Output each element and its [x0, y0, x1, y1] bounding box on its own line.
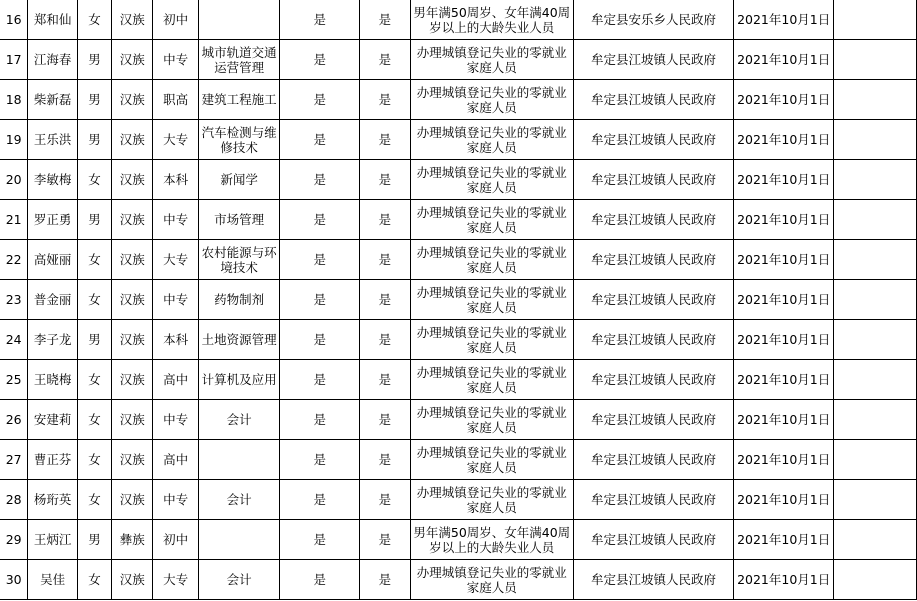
cell-flag-b: 是: [360, 40, 411, 80]
cell-flag-b: 是: [360, 520, 411, 560]
cell-ethnicity: 汉族: [112, 320, 153, 360]
cell-category: 办理城镇登记失业的零就业家庭人员: [410, 40, 573, 80]
cell-flag-a: 是: [280, 320, 360, 360]
cell-blank: [834, 480, 917, 520]
cell-organization: 牟定县江坡镇人民政府: [573, 520, 733, 560]
cell-category: 办理城镇登记失业的零就业家庭人员: [410, 240, 573, 280]
cell-ethnicity: 汉族: [112, 440, 153, 480]
cell-organization: 牟定县江坡镇人民政府: [573, 80, 733, 120]
cell-name: 柴新磊: [28, 80, 78, 120]
cell-name: 高娅丽: [28, 240, 78, 280]
cell-category: 办理城镇登记失业的零就业家庭人员: [410, 80, 573, 120]
cell-education: 本科: [153, 160, 198, 200]
cell-flag-b: 是: [360, 0, 411, 40]
cell-flag-b: 是: [360, 360, 411, 400]
cell-category: 办理城镇登记失业的零就业家庭人员: [410, 560, 573, 600]
cell-name: 李子龙: [28, 320, 78, 360]
cell-index: 16: [0, 0, 28, 40]
cell-index: 21: [0, 200, 28, 240]
table-row: [0, 480, 917, 520]
cell-organization: 牟定县江坡镇人民政府: [573, 200, 733, 240]
cell-major: 土地资源管理: [198, 320, 280, 360]
cell-category: 办理城镇登记失业的零就业家庭人员: [410, 280, 573, 320]
cell-index: 25: [0, 360, 28, 400]
cell-organization: 牟定县江坡镇人民政府: [573, 120, 733, 160]
table-row: [0, 200, 917, 240]
cell-index: 28: [0, 480, 28, 520]
cell-index: 17: [0, 40, 28, 80]
cell-ethnicity: 汉族: [112, 0, 153, 40]
cell-major: 药物制剂: [198, 280, 280, 320]
cell-education: 大专: [153, 240, 198, 280]
cell-flag-a: 是: [280, 560, 360, 600]
cell-major: 会计: [198, 400, 280, 440]
cell-flag-b: 是: [360, 320, 411, 360]
cell-education: 中专: [153, 400, 198, 440]
cell-blank: [834, 0, 917, 40]
cell-date: 2021年10月1日: [734, 440, 834, 480]
cell-education: 初中: [153, 0, 198, 40]
cell-flag-b: 是: [360, 200, 411, 240]
cell-organization: 牟定县江坡镇人民政府: [573, 160, 733, 200]
cell-ethnicity: 汉族: [112, 200, 153, 240]
cell-organization: 牟定县江坡镇人民政府: [573, 360, 733, 400]
cell-flag-a: 是: [280, 240, 360, 280]
table-row: [0, 560, 917, 600]
cell-blank: [834, 440, 917, 480]
cell-gender: 女: [77, 400, 111, 440]
cell-name: 罗正勇: [28, 200, 78, 240]
cell-index: 20: [0, 160, 28, 200]
cell-flag-b: 是: [360, 280, 411, 320]
cell-flag-a: 是: [280, 400, 360, 440]
cell-major: 城市轨道交通运营管理: [198, 40, 280, 80]
cell-education: 中专: [153, 480, 198, 520]
cell-ethnicity: 汉族: [112, 560, 153, 600]
cell-ethnicity: 汉族: [112, 400, 153, 440]
cell-education: 高中: [153, 440, 198, 480]
cell-category: 办理城镇登记失业的零就业家庭人员: [410, 160, 573, 200]
cell-flag-a: 是: [280, 360, 360, 400]
cell-gender: 女: [77, 160, 111, 200]
cell-education: 大专: [153, 120, 198, 160]
cell-flag-b: 是: [360, 80, 411, 120]
cell-index: 22: [0, 240, 28, 280]
cell-ethnicity: 彝族: [112, 520, 153, 560]
cell-date: 2021年10月1日: [734, 480, 834, 520]
cell-date: 2021年10月1日: [734, 40, 834, 80]
cell-date: 2021年10月1日: [734, 320, 834, 360]
cell-name: 王炳江: [28, 520, 78, 560]
cell-education: 本科: [153, 320, 198, 360]
cell-major: [198, 440, 280, 480]
cell-blank: [834, 400, 917, 440]
cell-major: 汽车检测与维修技术: [198, 120, 280, 160]
cell-index: 23: [0, 280, 28, 320]
cell-flag-a: 是: [280, 0, 360, 40]
table-row: [0, 0, 917, 40]
cell-blank: [834, 520, 917, 560]
cell-flag-b: 是: [360, 120, 411, 160]
table-row: [0, 280, 917, 320]
cell-category: 办理城镇登记失业的零就业家庭人员: [410, 320, 573, 360]
cell-education: 职高: [153, 80, 198, 120]
cell-name: 王乐洪: [28, 120, 78, 160]
cell-date: 2021年10月1日: [734, 240, 834, 280]
cell-blank: [834, 560, 917, 600]
cell-ethnicity: 汉族: [112, 280, 153, 320]
table-row: [0, 440, 917, 480]
cell-gender: 男: [77, 200, 111, 240]
cell-ethnicity: 汉族: [112, 160, 153, 200]
cell-blank: [834, 40, 917, 80]
cell-category: 男年满50周岁、女年满40周岁以上的大龄失业人员: [410, 0, 573, 40]
cell-blank: [834, 320, 917, 360]
cell-education: 中专: [153, 40, 198, 80]
cell-name: 郑和仙: [28, 0, 78, 40]
cell-name: 江海春: [28, 40, 78, 80]
cell-education: 高中: [153, 360, 198, 400]
cell-name: 曹正芬: [28, 440, 78, 480]
cell-ethnicity: 汉族: [112, 40, 153, 80]
cell-gender: 女: [77, 480, 111, 520]
cell-organization: 牟定县江坡镇人民政府: [573, 240, 733, 280]
cell-date: 2021年10月1日: [734, 200, 834, 240]
cell-organization: 牟定县江坡镇人民政府: [573, 480, 733, 520]
cell-major: 会计: [198, 560, 280, 600]
cell-major: 新闻学: [198, 160, 280, 200]
cell-flag-a: 是: [280, 160, 360, 200]
cell-blank: [834, 120, 917, 160]
cell-gender: 男: [77, 320, 111, 360]
cell-ethnicity: 汉族: [112, 80, 153, 120]
cell-name: 杨珩英: [28, 480, 78, 520]
cell-index: 24: [0, 320, 28, 360]
cell-gender: 女: [77, 0, 111, 40]
cell-blank: [834, 360, 917, 400]
cell-ethnicity: 汉族: [112, 120, 153, 160]
cell-flag-a: 是: [280, 200, 360, 240]
cell-gender: 女: [77, 360, 111, 400]
cell-major: 农村能源与环境技术: [198, 240, 280, 280]
table-row: [0, 360, 917, 400]
cell-flag-b: 是: [360, 240, 411, 280]
cell-index: 27: [0, 440, 28, 480]
cell-index: 30: [0, 560, 28, 600]
cell-date: 2021年10月1日: [734, 560, 834, 600]
cell-date: 2021年10月1日: [734, 120, 834, 160]
cell-major: 会计: [198, 480, 280, 520]
cell-category: 办理城镇登记失业的零就业家庭人员: [410, 480, 573, 520]
cell-education: 中专: [153, 280, 198, 320]
table-row: [0, 160, 917, 200]
table-row: [0, 80, 917, 120]
cell-name: 安建莉: [28, 400, 78, 440]
cell-gender: 女: [77, 240, 111, 280]
cell-index: 18: [0, 80, 28, 120]
cell-organization: 牟定县江坡镇人民政府: [573, 280, 733, 320]
cell-major: [198, 520, 280, 560]
cell-major: 计算机及应用: [198, 360, 280, 400]
cell-date: 2021年10月1日: [734, 160, 834, 200]
cell-index: 26: [0, 400, 28, 440]
table-row: [0, 240, 917, 280]
cell-flag-a: 是: [280, 480, 360, 520]
cell-blank: [834, 280, 917, 320]
cell-flag-a: 是: [280, 280, 360, 320]
cell-flag-a: 是: [280, 520, 360, 560]
cell-organization: 牟定县江坡镇人民政府: [573, 440, 733, 480]
table-row: [0, 320, 917, 360]
cell-index: 19: [0, 120, 28, 160]
cell-organization: 牟定县安乐乡人民政府: [573, 0, 733, 40]
cell-ethnicity: 汉族: [112, 480, 153, 520]
cell-flag-a: 是: [280, 440, 360, 480]
cell-gender: 男: [77, 80, 111, 120]
cell-index: 29: [0, 520, 28, 560]
cell-flag-b: 是: [360, 160, 411, 200]
cell-major: 建筑工程施工: [198, 80, 280, 120]
cell-name: 普金丽: [28, 280, 78, 320]
cell-blank: [834, 80, 917, 120]
cell-date: 2021年10月1日: [734, 280, 834, 320]
cell-education: 中专: [153, 200, 198, 240]
cell-flag-b: 是: [360, 440, 411, 480]
cell-date: 2021年10月1日: [734, 0, 834, 40]
cell-name: 王晓梅: [28, 360, 78, 400]
table-row: [0, 520, 917, 560]
cell-education: 初中: [153, 520, 198, 560]
table-row: [0, 400, 917, 440]
cell-name: 吴佳: [28, 560, 78, 600]
cell-name: 李敏梅: [28, 160, 78, 200]
cell-major: 市场管理: [198, 200, 280, 240]
cell-ethnicity: 汉族: [112, 360, 153, 400]
cell-gender: 女: [77, 280, 111, 320]
cell-gender: 女: [77, 440, 111, 480]
cell-ethnicity: 汉族: [112, 240, 153, 280]
cell-category: 男年满50周岁、女年满40周岁以上的大龄失业人员: [410, 520, 573, 560]
cell-category: 办理城镇登记失业的零就业家庭人员: [410, 360, 573, 400]
cell-flag-b: 是: [360, 400, 411, 440]
cell-gender: 男: [77, 40, 111, 80]
cell-organization: 牟定县江坡镇人民政府: [573, 560, 733, 600]
cell-flag-a: 是: [280, 40, 360, 80]
cell-category: 办理城镇登记失业的零就业家庭人员: [410, 120, 573, 160]
cell-gender: 女: [77, 560, 111, 600]
cell-education: 大专: [153, 560, 198, 600]
cell-date: 2021年10月1日: [734, 80, 834, 120]
cell-blank: [834, 240, 917, 280]
cell-gender: 男: [77, 120, 111, 160]
cell-flag-a: 是: [280, 80, 360, 120]
cell-gender: 男: [77, 520, 111, 560]
table-row: [0, 40, 917, 80]
cell-category: 办理城镇登记失业的零就业家庭人员: [410, 200, 573, 240]
cell-category: 办理城镇登记失业的零就业家庭人员: [410, 400, 573, 440]
cell-category: 办理城镇登记失业的零就业家庭人员: [410, 440, 573, 480]
cell-organization: 牟定县江坡镇人民政府: [573, 40, 733, 80]
cell-blank: [834, 200, 917, 240]
cell-date: 2021年10月1日: [734, 520, 834, 560]
cell-date: 2021年10月1日: [734, 400, 834, 440]
cell-flag-b: 是: [360, 560, 411, 600]
cell-flag-a: 是: [280, 120, 360, 160]
table-row: [0, 120, 917, 160]
cell-date: 2021年10月1日: [734, 360, 834, 400]
cell-major: [198, 0, 280, 40]
cell-flag-b: 是: [360, 480, 411, 520]
cell-organization: 牟定县江坡镇人民政府: [573, 320, 733, 360]
cell-blank: [834, 160, 917, 200]
cell-organization: 牟定县江坡镇人民政府: [573, 400, 733, 440]
